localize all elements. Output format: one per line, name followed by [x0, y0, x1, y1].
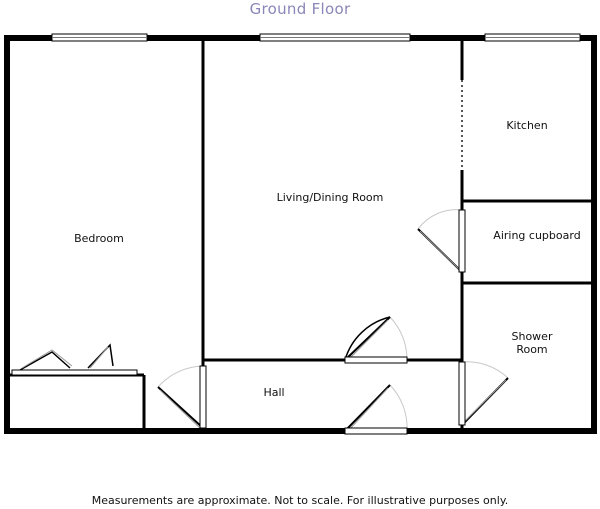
floor-title: Ground Floor — [249, 0, 351, 18]
disclaimer: Measurements are approximate. Not to scale. For illustrative purposes only. — [91, 494, 509, 507]
window-kitchen — [485, 34, 580, 41]
label-hall: Hall — [263, 386, 285, 399]
door-shower — [459, 362, 508, 425]
door-living-hall — [345, 317, 407, 363]
door-airing — [418, 210, 465, 272]
label-living: Living/Dining Room — [276, 191, 384, 204]
label-shower-1: Shower — [511, 330, 553, 343]
label-kitchen: Kitchen — [506, 119, 548, 132]
door-bedroom — [158, 366, 206, 428]
label-shower-2: Room — [516, 343, 548, 356]
label-airing: Airing cupboard — [493, 229, 581, 242]
window-bedroom — [52, 34, 147, 41]
wardrobe — [12, 345, 137, 375]
label-bedroom: Bedroom — [74, 232, 124, 245]
door-entrance — [345, 385, 407, 434]
window-living — [260, 34, 410, 41]
windows — [52, 34, 580, 41]
doors — [158, 210, 508, 434]
